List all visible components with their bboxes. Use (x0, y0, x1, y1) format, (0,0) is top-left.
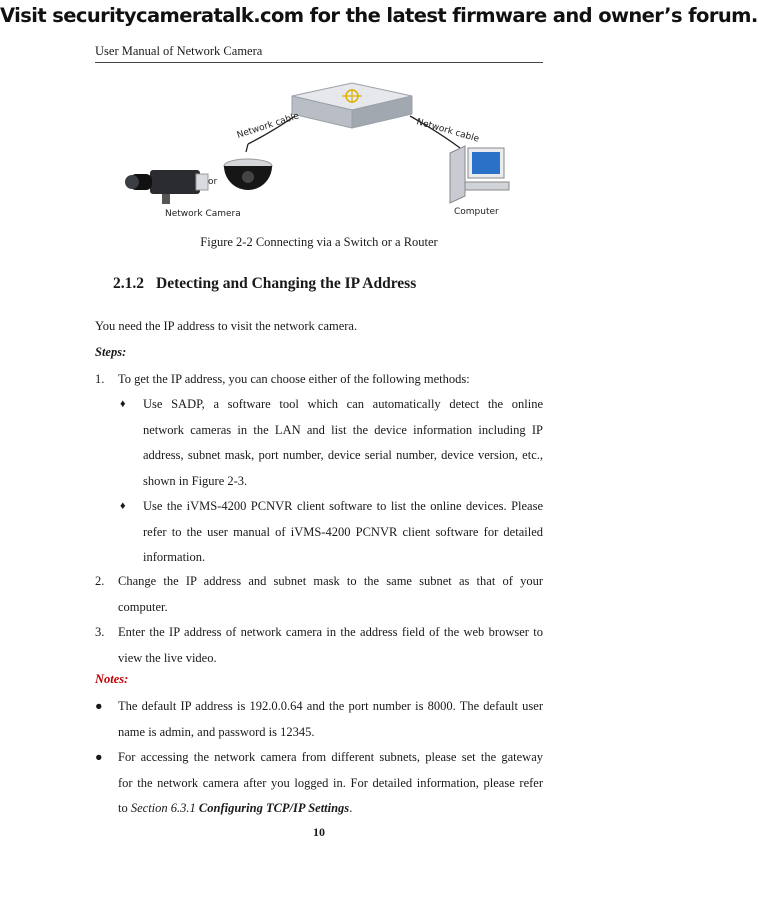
step-1-number: 1. (95, 372, 105, 386)
note-1-line: name is admin, and password is 12345. (118, 724, 315, 739)
notes-label: Notes: (95, 672, 129, 686)
page-number: 10 (313, 825, 325, 839)
step-2-number: 2. (95, 574, 105, 588)
reference-prefix: to (118, 801, 131, 815)
figure-caption: Figure 2-2 Connecting via a Switch or a Router (200, 235, 438, 249)
dome-camera-icon (224, 159, 272, 190)
camera-label: Network Camera (165, 209, 241, 219)
method-2-line: Use the iVMS-4200 PCNVR client software to list the online devices. Please (143, 499, 543, 513)
step-2-line: computer. (118, 599, 168, 614)
step-2-line: Change the IP address and subnet mask to the same subnet as that of your (118, 574, 543, 588)
cable-label-right: Network cable (415, 117, 481, 145)
site-banner: Visit securitycameratalk.com for the latest firmware and owner’s forum. (0, 4, 758, 27)
method-1-line: Use SADP, a software tool which can automatically detect the online (143, 397, 543, 411)
method-1-line: network cameras in the LAN and list the device information including IP (143, 422, 543, 437)
note-2-reference (118, 796, 543, 822)
method-1-line: address, subnet mask, port number, device serial number, device version, etc., (143, 448, 543, 462)
or-label: or (208, 177, 218, 187)
steps-label: Steps: (95, 345, 127, 359)
section-heading (113, 275, 416, 293)
box-camera-icon (125, 170, 208, 204)
step-1-text: To get the IP address, you can choose either of the following methods: (118, 372, 470, 386)
method-2-line: information. (143, 550, 206, 564)
running-header: User Manual of Network Camera (95, 44, 263, 58)
round-bullet-icon: ● (95, 699, 103, 713)
note-1-line: The default IP address is 192.0.0.64 and the port number is 8000. The default user (118, 699, 543, 713)
step-3-number: 3. (95, 625, 105, 639)
step-3-line: view the live video. (118, 650, 217, 665)
note-2-line: For accessing the network camera from different subnets, please set the gateway (118, 750, 543, 764)
note-2-line: for the network camera after you logged in. For detailed information, please refer (118, 775, 543, 790)
method-2-line: refer to the user manual of iVMS-4200 PCNVR client software for detailed (143, 524, 543, 539)
diamond-bullet-icon: ♦ (120, 398, 126, 410)
reference-suffix: . (349, 801, 353, 815)
diamond-bullet-icon: ♦ (120, 500, 126, 512)
round-bullet-icon: ● (95, 750, 103, 764)
step-3-line: Enter the IP address of network camera in the address field of the web browser to (118, 625, 543, 639)
section-title: Detecting and Changing the IP Address (156, 275, 417, 292)
switch-icon (292, 83, 412, 128)
network-diagram (120, 78, 530, 228)
computer-label: Computer (454, 207, 499, 217)
reference-section: Section 6.3.1 (130, 801, 196, 815)
header-rule (95, 62, 543, 63)
section-number: 2.1.2 (113, 275, 144, 292)
method-1-line: shown in Figure 2-3. (143, 473, 248, 488)
reference-title-link[interactable]: Configuring TCP/IP Settings (198, 801, 350, 815)
computer-icon (450, 146, 509, 203)
intro-paragraph: You need the IP address to visit the network camera. (95, 319, 358, 333)
cable-label-left: Network cable (235, 111, 301, 141)
